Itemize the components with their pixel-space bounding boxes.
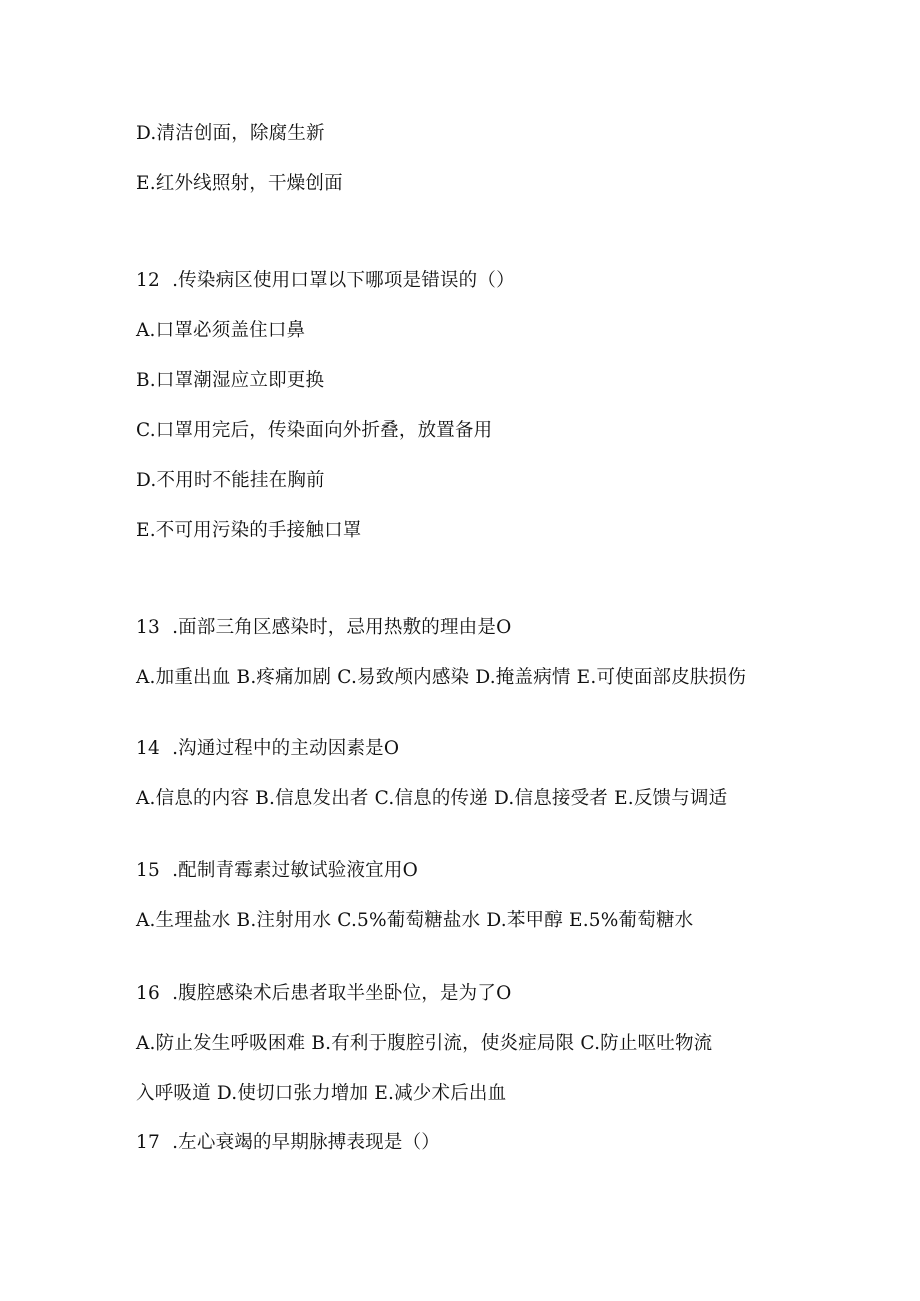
q12-question: 12 .传染病区使用口罩以下哪项是错误的（） bbox=[136, 270, 515, 291]
q12-option-c: C.口罩用完后，传染面向外折叠，放置备用 bbox=[136, 420, 493, 441]
q12-option-d: D.不用时不能挂在胸前 bbox=[136, 470, 325, 491]
q12-option-b: B.口罩潮湿应立即更换 bbox=[136, 370, 325, 391]
q14-options: A.信息的内容 B.信息发出者 C.信息的传递 D.信息接受者 E.反馈与调适 bbox=[136, 788, 728, 809]
q13-options: A.加重出血 B.疼痛加剧 C.易致颅内感染 D.掩盖病情 E.可使面部皮肤损伤 bbox=[136, 667, 747, 688]
q15-options: A.生理盐水 B.注射用水 C.5%葡萄糖盐水 D.苯甲醇 E.5%葡萄糖水 bbox=[136, 910, 694, 931]
q15-question: 15 .配制青霉素过敏试验液宜用O bbox=[136, 860, 418, 881]
q11-option-e: E.红外线照射，干燥创面 bbox=[136, 173, 343, 194]
q14-question: 14 .沟通过程中的主动因素是O bbox=[136, 738, 400, 759]
q12-option-a: A.口罩必须盖住口鼻 bbox=[136, 320, 306, 341]
q16-options-line2: 入呼吸道 D.使切口张力增加 E.减少术后出血 bbox=[136, 1083, 507, 1104]
q11-option-d: D.清洁创面，除腐生新 bbox=[136, 123, 325, 144]
q16-options-line1: A.防止发生呼吸困难 B.有利于腹腔引流，使炎症局限 C.防止呕吐物流 bbox=[136, 1033, 713, 1054]
q17-question: 17 .左心衰竭的早期脉搏表现是（） bbox=[136, 1132, 440, 1153]
q16-question: 16 .腹腔感染术后患者取半坐卧位，是为了O bbox=[136, 983, 512, 1004]
q12-option-e: E.不可用污染的手接触口罩 bbox=[136, 520, 362, 541]
q13-question: 13 .面部三角区感染时，忌用热敷的理由是O bbox=[136, 617, 512, 638]
